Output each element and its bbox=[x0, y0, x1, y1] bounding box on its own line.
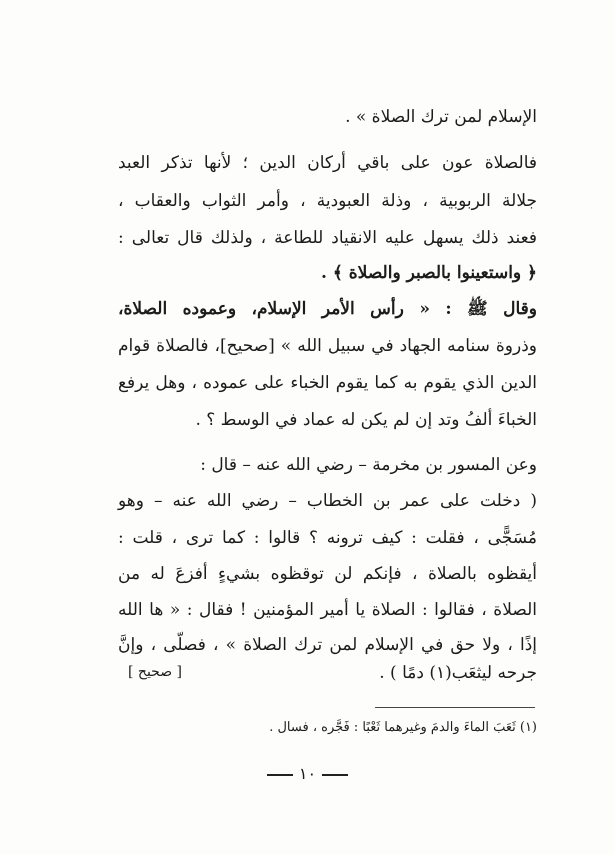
footnote-divider bbox=[375, 707, 535, 708]
text-line-9: الخباءَ ألفُ وتد إن لم يكن له عماد في الوسط ؟ . bbox=[195, 410, 537, 430]
text-line-10: وعن المسور بن مخرمة – رضي الله عنه – قال : bbox=[200, 455, 537, 475]
page-number-row bbox=[0, 764, 615, 783]
quran-verse: ﴿ واستعينوا بالصبر والصلاة ﴾ . bbox=[321, 263, 537, 283]
text-line-12: مُسَجًّى ، فقلت : كيف ترونه ؟ قالوا : كما ترى ، قلت : bbox=[118, 528, 537, 548]
text-line-1: الإسلام لمن ترك الصلاة » . bbox=[345, 107, 537, 127]
page-number: ١٠ bbox=[298, 764, 317, 783]
text-line-13: أيقظوه بالصلاة ، فإنكم لن توقظوه بشيءٍ أفزعَ له من bbox=[118, 564, 537, 584]
hadith-line-2: وذروة سنامه الجهاد في سبيل الله » [صحيح]، فالصلاة قوام bbox=[118, 336, 537, 356]
text-line-11: ( دخلت على عمر بن الخطاب – رضي الله عنه – وهو bbox=[118, 491, 537, 511]
text-line-4: فعند ذلك يسهل عليه الانقياد للطاعة ، ولذلك قال تعالى : bbox=[118, 228, 537, 248]
text-line-3: جلالة الربوبية ، وذلة العبودية ، وأمر الثواب والعقاب ، bbox=[118, 191, 537, 211]
text-line-15: إذًا ، ولا حق في الإسلام لمن ترك الصلاة » ، فصلّى ، وإنَّ bbox=[118, 635, 537, 655]
text-line-14: الصلاة ، فقالوا : الصلاة يا أمير المؤمنين ! فقال : « ها الله bbox=[118, 600, 537, 620]
text-line-8: الدين الذي يقوم به كما يقوم الخباء على عموده ، وهل يرفع bbox=[118, 373, 537, 393]
text-line-2: فالصلاة عون على باقي أركان الدين ؛ لأنها تذكر العبد bbox=[118, 153, 537, 173]
dash-left bbox=[267, 774, 293, 776]
text-line-16: جرحه ليثعَب(١) دمًا ) . bbox=[379, 663, 537, 683]
hadith-line-1: وقال ﷺ : « رأس الأمر الإسلام، وعموده الصلاة، bbox=[118, 299, 537, 319]
hadith-grade: [ صحيح ] bbox=[128, 664, 183, 680]
footnote: (١) ثَعَبَ الماءَ والدمَ وغيرهما ثَعْبًا : فَجَّره ، فسال . bbox=[269, 720, 537, 735]
dash-right bbox=[322, 774, 348, 776]
